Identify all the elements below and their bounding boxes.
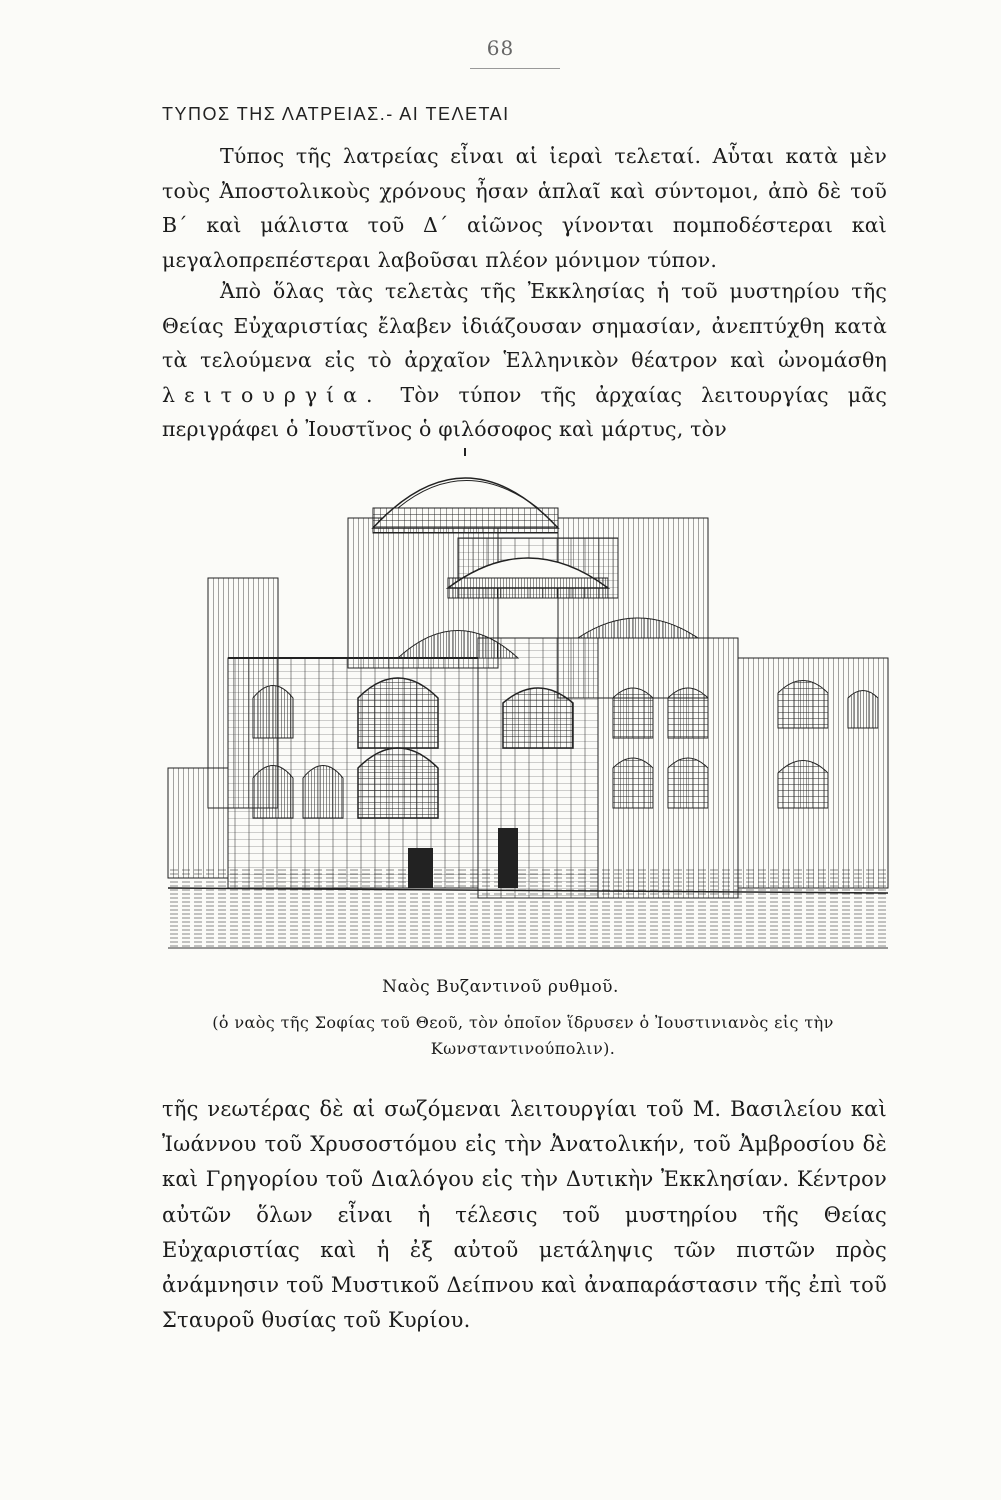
section-heading: ΤΥΠΟΣ ΤΗΣ ΛΑΤΡΕΙΑΣ.- ΑΙ ΤΕΛΕΤΑΙ <box>162 104 510 124</box>
page-number-rule <box>470 68 560 69</box>
paragraph-3: τῆς νεωτέρας δὲ αἱ σωζόμεναι λειτουργίαι τοῦ Μ. Βασιλείου καὶ Ἰωάννου τοῦ Χρυσοστόμου εἰς τὴν Ἀνατολικήν, τοῦ Ἀμβροσίου δὲ καὶ Γρηγορίου τοῦ Διαλόγου εἰς τὴν Δυτικὴν Ἐκκλησίαν. Κέντρον αὐτῶν ὅλων εἶναι ἡ τέλεσις τοῦ μυστηρίου τῆς Θείας Εὐχαριστίας καὶ ἡ ἐξ αὐτοῦ μετάληψις τῶν πιστῶν πρὸς ἀνάμνησιν τοῦ Μυστικοῦ Δείπνου καὶ ἀναπαράστασιν τῆς ἐπὶ τοῦ Σταυροῦ θυσίας τοῦ Κυρίου. <box>162 1097 887 1333</box>
paragraph-1: Τύπος τῆς λατρείας εἶναι αἱ ἱεραὶ τελεταί. Αὗται κατὰ μὲν τοὺς Ἀποστολικοὺς χρόνους ἦσαν ἁπλαῖ καὶ σύντομοι, ἀπὸ δὲ τοῦ Β΄ καὶ μάλιστα τοῦ Δ΄ αἰῶνος γίνονται πομποδέστεραι καὶ μεγαλοπρεπέστεραι λαβοῦσαι πλέον μόνιμον τύπον. <box>162 144 887 272</box>
church-engraving-figure <box>158 448 893 973</box>
paragraph-2-spaced-word: λειτουργία. <box>162 382 382 407</box>
paragraph-2-end: Τὸν τύπον τῆς ἀρχαίας λειτουργίας μᾶς περιγράφει ὁ Ἰουστῖνος ὁ φιλόσοφος καὶ μάρτυς, τὸν <box>162 382 887 441</box>
paragraph-2 <box>162 274 887 447</box>
figure-caption-text: (ὁ ναὸς τῆς Σοφίας τοῦ Θεοῦ, τὸν ὁποῖον ἵδρυσεν ὁ Ἰουστινιανὸς εἰς τὴν Κωνσταντινούπολιν). <box>212 1013 834 1058</box>
paragraph-2-start: Ἀπὸ ὅλας τὰς τελετὰς τῆς Ἐκκλησίας ἡ τοῦ μυστηρίου τῆς Θείας Εὐχαριστίας ἔλαβεν ἰδιάζουσαν σημασίαν, ἀνεπτύχθη κατὰ τὰ τελούμενα εἰς τὸ ἀρχαῖον Ἑλληνικὸν θέατρον καὶ ὠνομάσθη <box>162 279 887 372</box>
byzantine-church-icon <box>158 448 893 973</box>
figure-caption-title: Ναὸς Βυζαντινοῦ ρυθμοῦ. <box>382 977 619 997</box>
page-number: 68 <box>486 36 515 60</box>
